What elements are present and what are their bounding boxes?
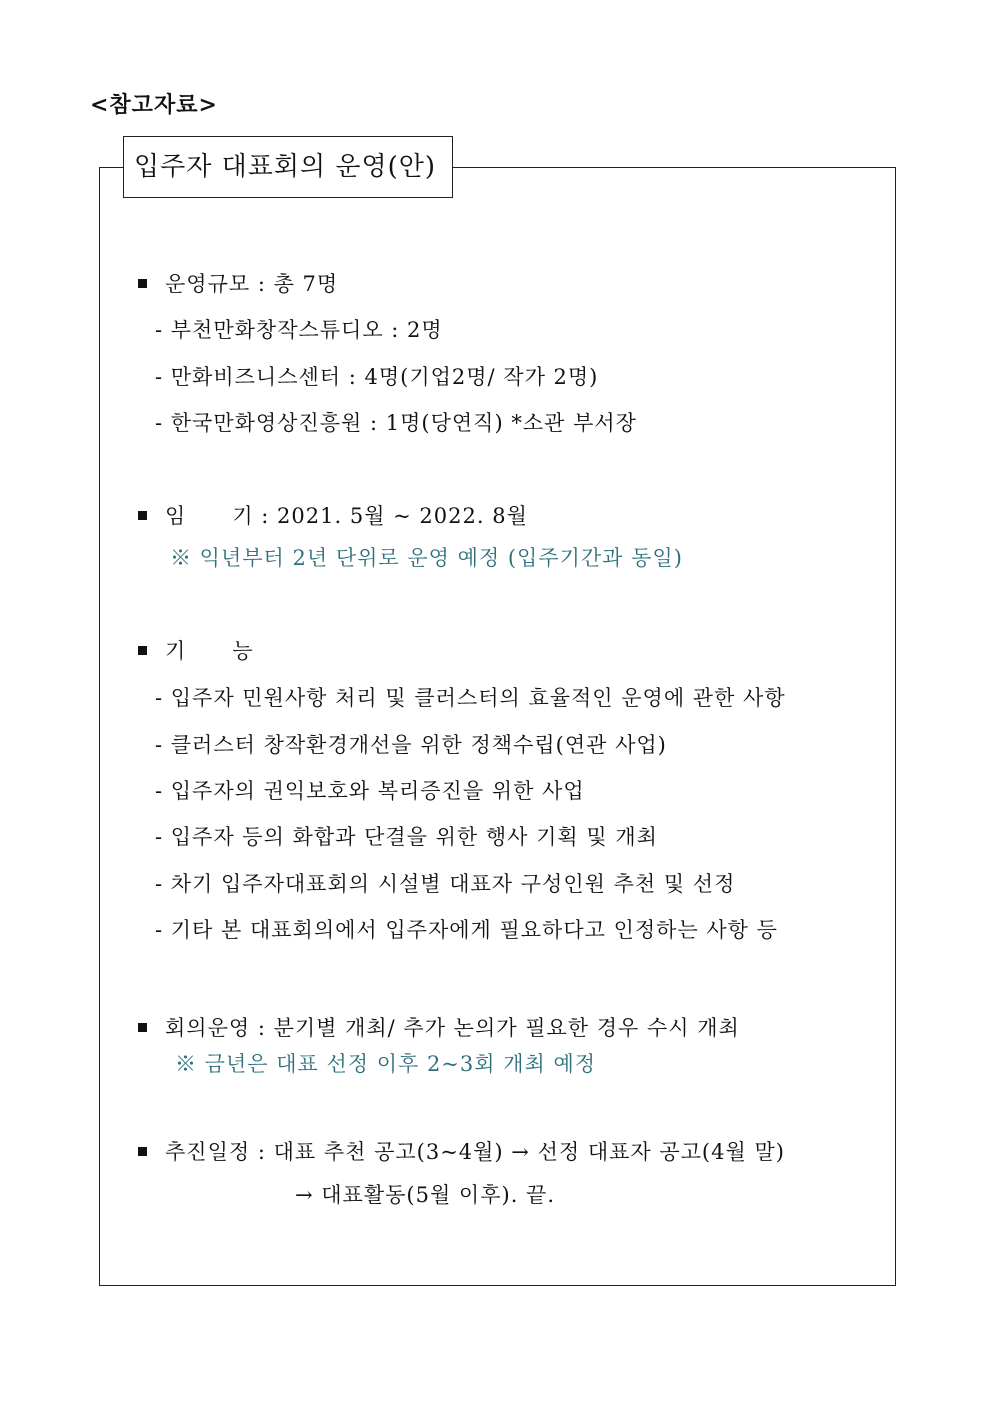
meeting-heading: 회의운영 : 분기별 개최/ 추가 논의가 필요한 경우 수시 개최 (165, 1016, 740, 1040)
function-item: - 입주자 등의 화합과 단결을 위한 행사 기획 및 개최 (155, 825, 658, 849)
square-bullet-icon (138, 511, 147, 520)
scale-heading: 운영규모 : 총 7명 (165, 272, 339, 296)
square-bullet-icon (138, 279, 147, 288)
document-title: 입주자 대표회의 운영(안) (123, 136, 453, 198)
scale-item: - 부천만화창작스튜디오 : 2명 (155, 318, 443, 342)
function-item: - 클러스터 창작환경개선을 위한 정책수립(연관 사업) (155, 733, 667, 757)
function-heading-line (138, 637, 254, 665)
function-item: - 입주자의 권익보호와 복리증진을 위한 사업 (155, 779, 585, 803)
term-heading-line (138, 502, 528, 530)
function-item: - 입주자 민원사항 처리 및 클러스터의 효율적인 운영에 관한 사항 (155, 686, 786, 710)
scale-item: - 만화비즈니스센터 : 4명(기업2명/ 작가 2명) (155, 365, 599, 389)
schedule-continuation: → 대표활동(5월 이후). 끝. (295, 1183, 556, 1207)
scale-heading-line (138, 270, 338, 298)
square-bullet-icon (138, 1147, 147, 1156)
function-item: - 기타 본 대표회의에서 입주자에게 필요하다고 인정하는 사항 등 (155, 918, 778, 942)
schedule-heading-line (138, 1138, 785, 1166)
square-bullet-icon (138, 646, 147, 655)
meeting-note: ※ 금년은 대표 선정 이후 2~3회 개최 예정 (175, 1052, 597, 1076)
schedule-heading: 추진일정 : 대표 추천 공고(3~4월) → 선정 대표자 공고(4월 말) (165, 1140, 785, 1164)
function-item: - 차기 입주자대표회의 시설별 대표자 구성인원 추천 및 선정 (155, 872, 736, 896)
term-note: ※ 익년부터 2년 단위로 운영 예정 (입주기간과 동일) (170, 546, 683, 570)
scale-item: - 한국만화영상진흥원 : 1명(당연직) *소관 부서장 (155, 411, 637, 435)
function-heading: 기 능 (165, 639, 254, 663)
square-bullet-icon (138, 1023, 147, 1032)
meeting-heading-line (138, 1014, 740, 1042)
reference-label: <참고자료> (90, 92, 218, 118)
term-heading: 임 기 : 2021. 5월 ~ 2022. 8월 (165, 504, 528, 528)
